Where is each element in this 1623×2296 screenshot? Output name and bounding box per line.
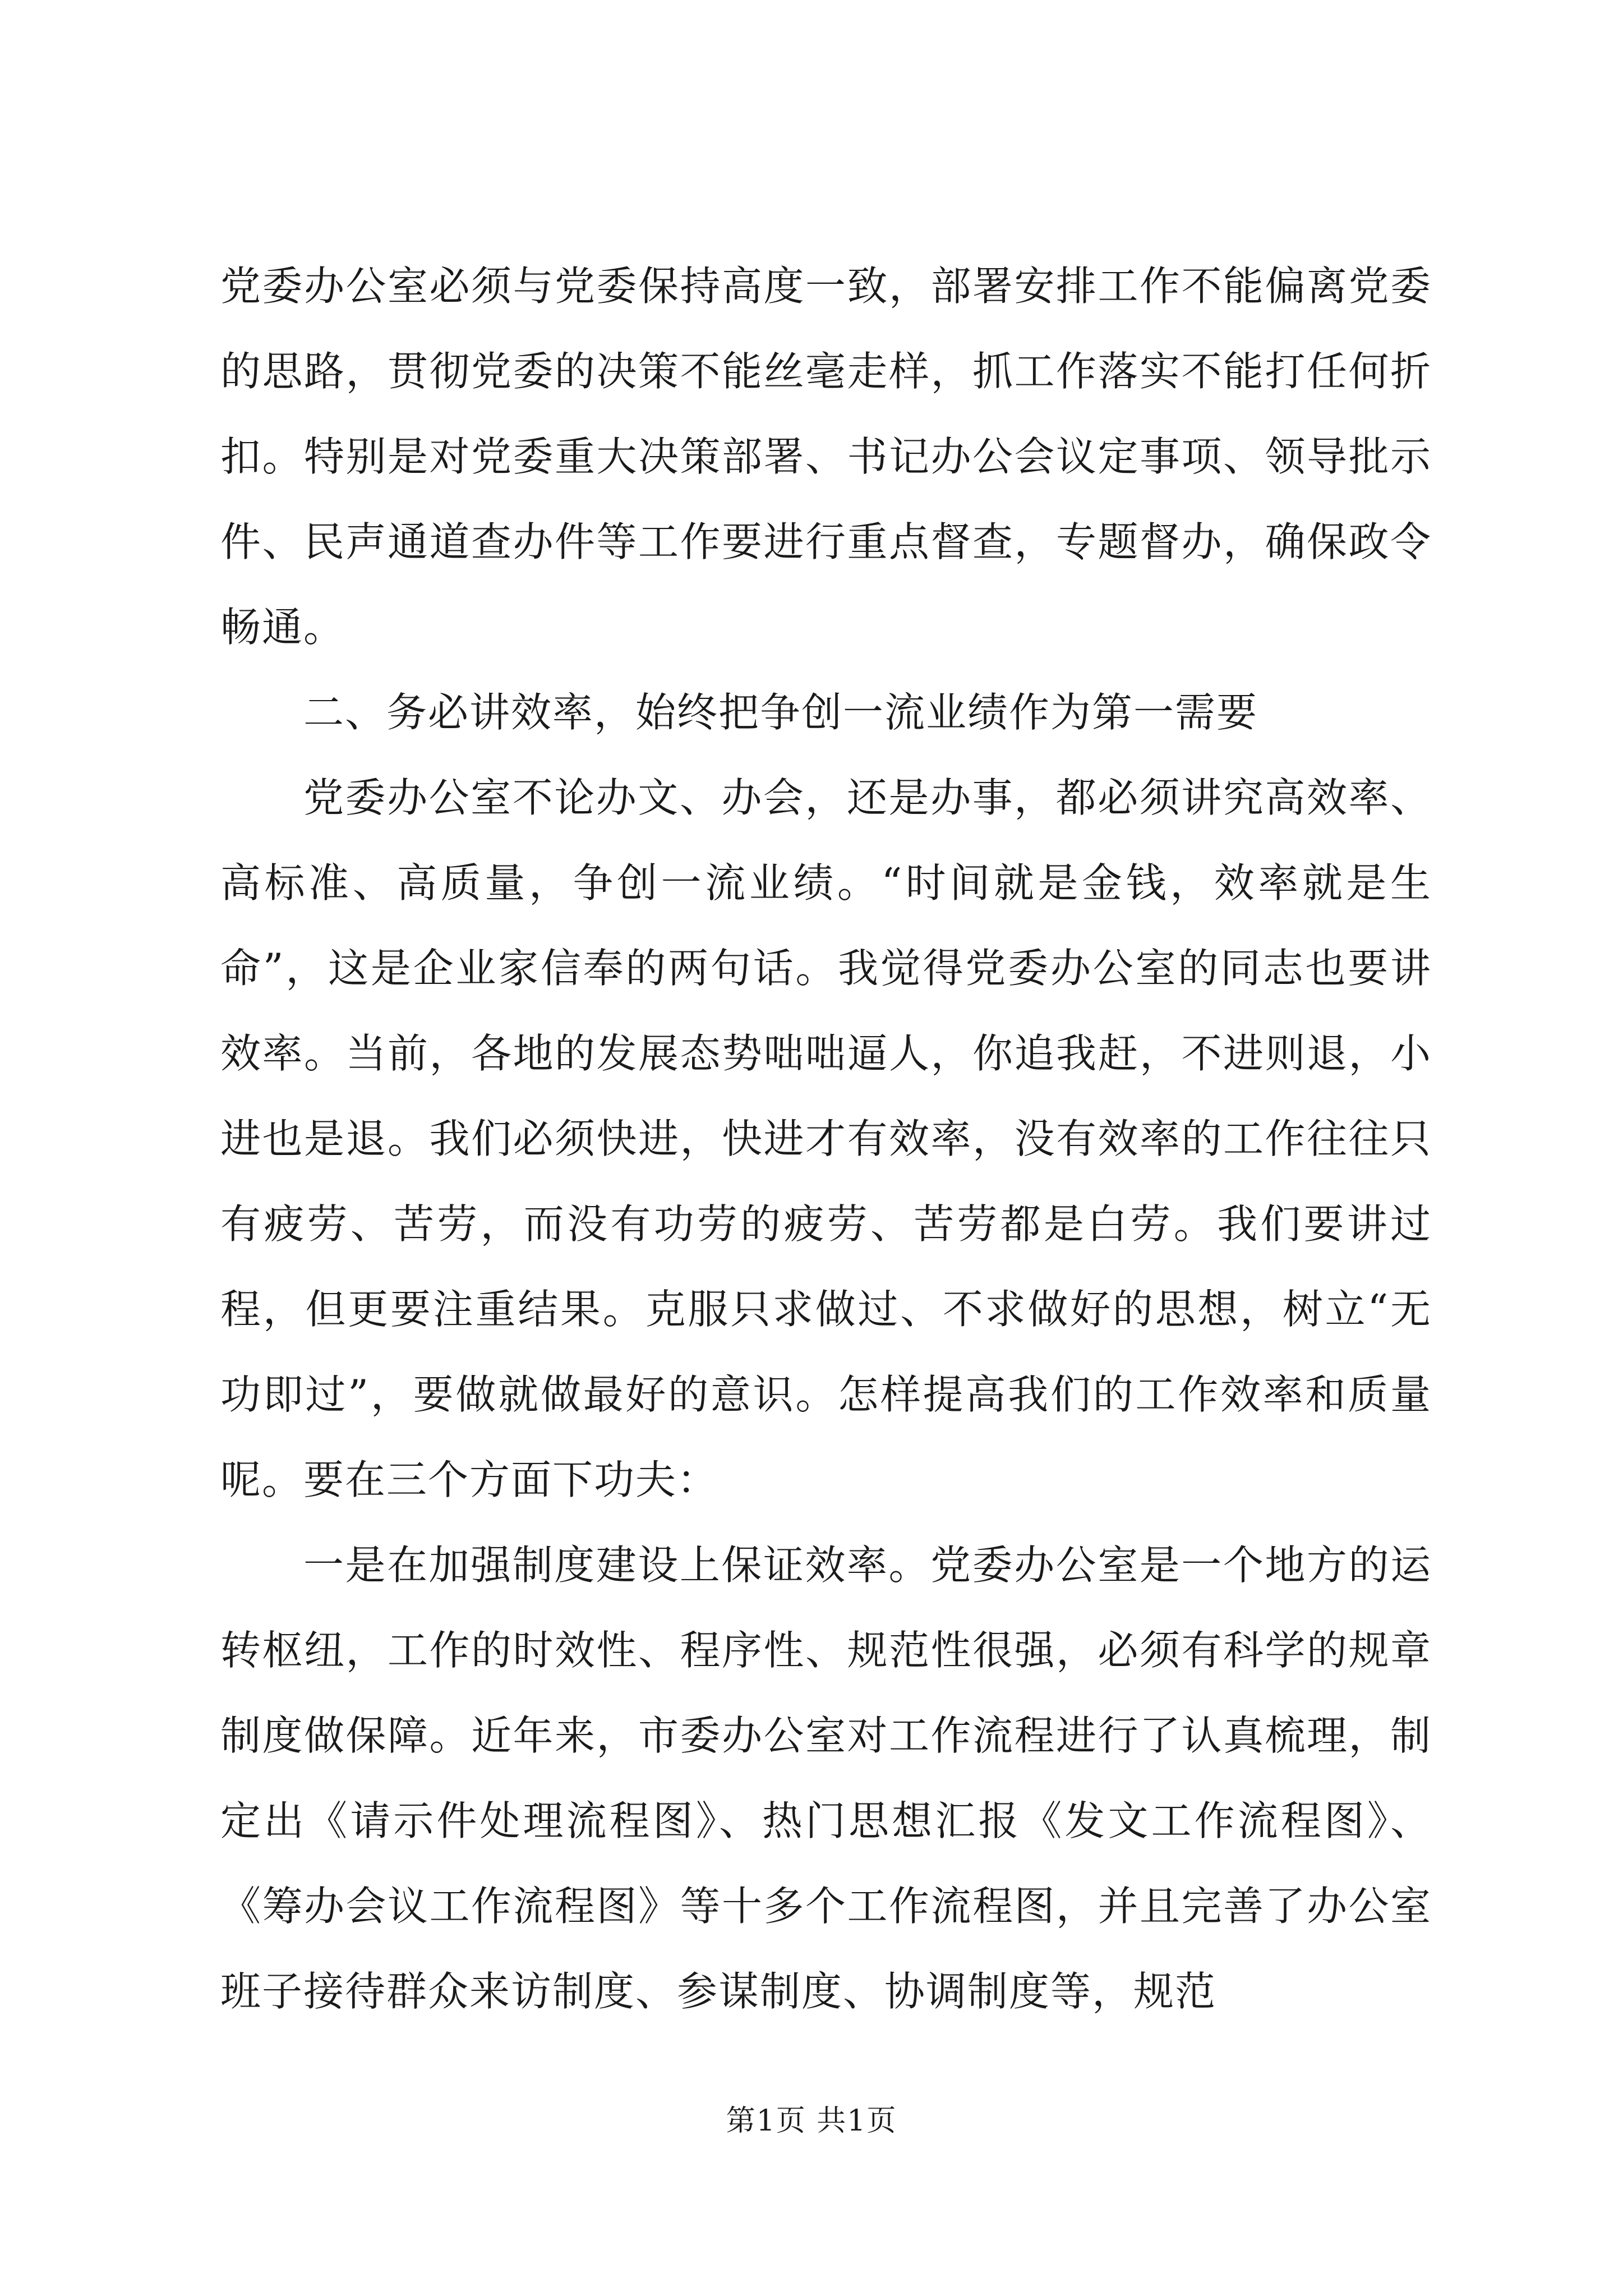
section-heading: 二、务必讲效率，始终把争创一流业绩作为第一需要 [303, 689, 1258, 736]
page-footer: 第1页 共1页 [726, 2104, 897, 2138]
paragraph-system-building: 一是在加强制度建设上保证效率。党委办公室是一个地方的运转枢纽，工作的时效性、程序性、规范性很强，必须有科学的规章制度做保障。近年来，市委办公室对工作流程进行了认真梳理，制定出《请示件处理流程图》、热门思想汇报《发文工作流程图》、《筹办会议工作流程图》等十多个工作流程图，并且完善了办公室班子接待群众来访制度、参谋制度、协调制度等，规范 [220, 1542, 1432, 2015]
paragraph-continuation: 党委办公室必须与党委保持高度一致，部署安排工作不能偏离党委的思路，贯彻党委的决策不能丝毫走样，抓工作落实不能打任何折扣。特别是对党委重大决策部署、书记办公会议定事项、领导批示件、民声通道查办件等工作要进行重点督查，专题督办，确保政令畅通。 [220, 263, 1432, 651]
paragraph-efficiency: 党委办公室不论办文、办会，还是办事，都必须讲究高效率、高标准、高质量，争创一流业绩。“时间就是金钱，效率就是生命”，这是企业家信奉的两句话。我觉得党委办公室的同志也要讲效率。当前，各地的发展态势咄咄逼人，你追我赶，不进则退，小进也是退。我们必须快进，快进才有效率，没有效率的工作往往只有疲劳、苦劳，而没有功劳的疲劳、苦劳都是白劳。我们要讲过程，但更要注重结果。克服只求做过、不求做好的思想，树立“无功即过”，要做就做最好的意识。怎样提高我们的工作效率和质量呢。要在三个方面下功夫： [220, 774, 1432, 1503]
document-body [220, 243, 1432, 2034]
